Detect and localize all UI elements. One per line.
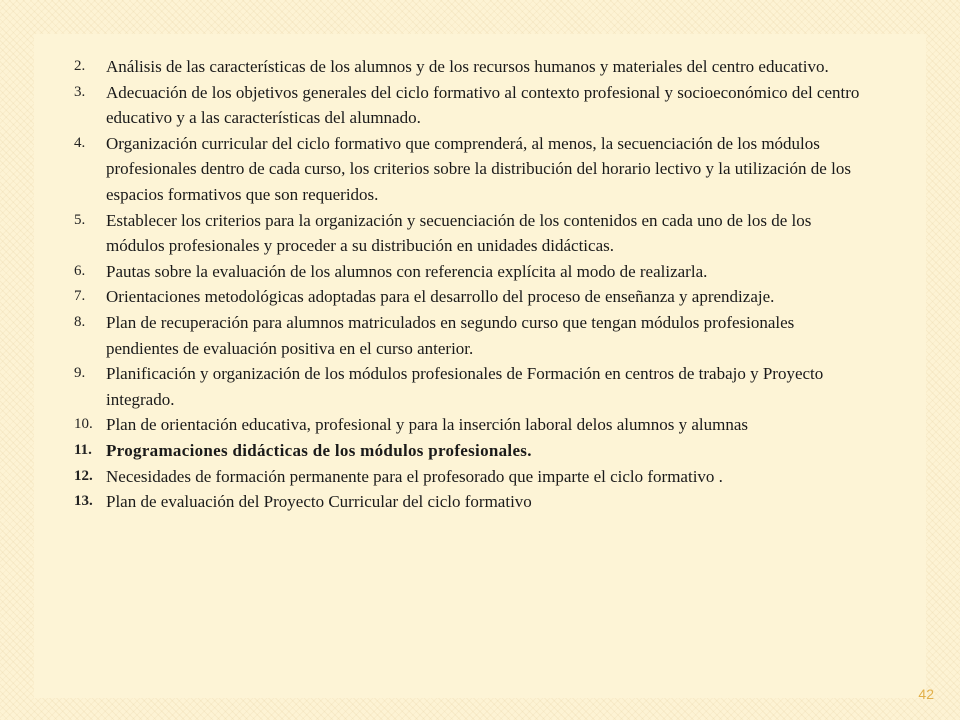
item-number: 13. — [74, 493, 93, 510]
item-number: 9. — [74, 365, 86, 382]
list-item — [74, 284, 864, 310]
curriculum-list — [74, 54, 864, 515]
item-text: Organización curricular del ciclo formativo que comprenderá, al menos, la secuenciación de los módulos profesionales dentro de cada curso, los criterios sobre la distribución del horario lectivo y la utilización de los espacios formativos que son requeridos. — [106, 133, 851, 204]
item-text: Plan de recuperación para alumnos matriculados en segundo curso que tengan módulos profesionales pendientes de evaluación positiva en el curso anterior. — [106, 312, 795, 358]
item-number: 6. — [74, 262, 86, 279]
item-text: Orientaciones metodológicas adoptadas para el desarrollo del proceso de enseñanza y aprendizaje. — [106, 287, 775, 307]
list-item — [74, 489, 864, 515]
list-item — [74, 412, 864, 438]
list-item — [74, 438, 864, 464]
list-item — [74, 131, 864, 208]
item-text: Pautas sobre la evaluación de los alumnos con referencia explícita al modo de realizarla. — [106, 261, 708, 281]
item-number: 2. — [74, 58, 86, 74]
list-item — [74, 80, 864, 131]
item-text: Necesidades de formación permanente para el profesorado que imparte el ciclo formativo . — [106, 466, 723, 486]
item-text: Análisis de las características de los alumnos y de los recursos humanos y materiales del centro educativo. — [106, 57, 829, 76]
page-number: 42 — [918, 686, 934, 702]
item-text: Adecuación de los objetivos generales del ciclo formativo al contexto profesional y socioeconómico del centro educativo y a las características del alumnado. — [106, 82, 860, 128]
list-item — [74, 54, 864, 80]
item-text: Plan de orientación educativa, profesional y para la inserción laboral delos alumnos y alumnas — [106, 415, 749, 435]
item-number: 10. — [74, 416, 93, 433]
item-text: Establecer los criterios para la organización y secuenciación de los contenidos en cada uno de los de los módulos profesionales y proceder a su distribución en unidades didácticas. — [106, 210, 812, 256]
item-number: 4. — [74, 134, 86, 151]
item-number: 7. — [74, 288, 86, 305]
item-number: 11. — [74, 441, 92, 458]
list-item — [74, 361, 864, 412]
list-item — [74, 259, 864, 285]
item-text: Plan de evaluación del Proyecto Curricular del ciclo formativo — [106, 492, 532, 512]
list-item — [74, 208, 864, 259]
item-text: Planificación y organización de los módulos profesionales de Formación en centros de trabajo y Proyecto integrado. — [106, 364, 824, 409]
item-number: 5. — [74, 211, 86, 228]
item-text: Programaciones didácticas de los módulos profesionales. — [106, 440, 532, 460]
item-number: 8. — [74, 313, 86, 330]
item-number: 3. — [74, 83, 86, 100]
item-number: 12. — [74, 467, 93, 484]
list-item — [74, 310, 864, 361]
list-item — [74, 464, 864, 490]
